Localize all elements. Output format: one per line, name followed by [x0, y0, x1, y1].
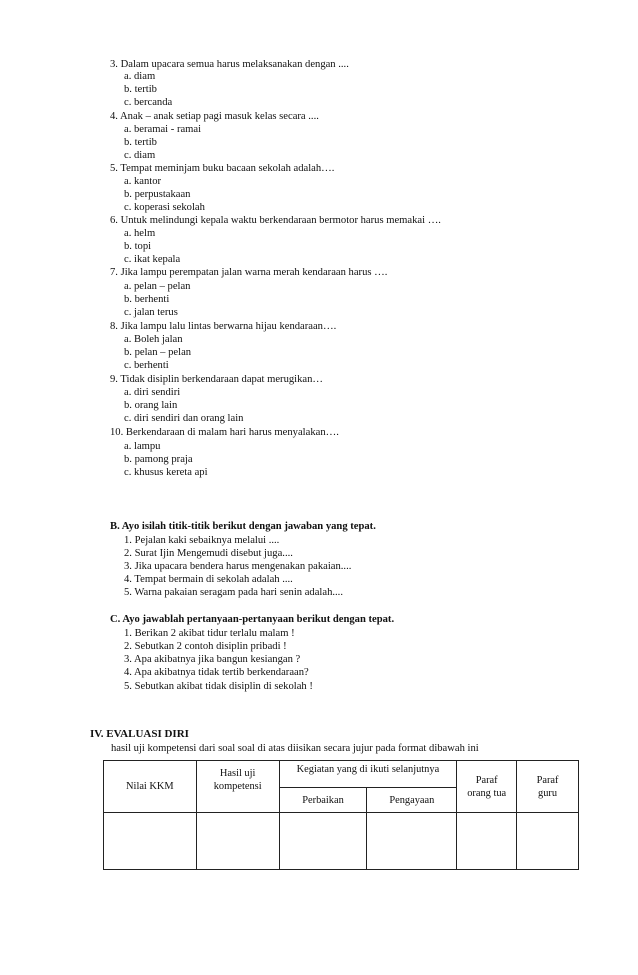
question-10-option-c: c. khusus kereta api: [124, 467, 208, 478]
question-9-option-a: a. diri sendiri: [124, 387, 181, 398]
evaluasi-instruction: hasil uji kompetensi dari soal soal di atas diisikan secara jujur pada format dibawah ini: [111, 743, 479, 754]
cell-hasil-uji[interactable]: [196, 813, 279, 870]
section-b-item: 5. Warna pakaian seragam pada hari senin adalah....: [124, 587, 343, 598]
section-c-heading: C. Ayo jawablah pertanyaan-pertanyaan berikut dengan tepat.: [110, 614, 395, 625]
cell-perbaikan[interactable]: [279, 813, 367, 870]
question-9-option-b: b. orang lain: [124, 400, 178, 411]
cell-nilai-kkm[interactable]: [104, 813, 197, 870]
header-hasil-uji-line1: Hasil uji: [219, 768, 256, 779]
question-3-option-b: b. tertib: [124, 84, 157, 95]
question-6-option-a: a. helm: [124, 228, 156, 239]
section-c-item: 4. Apa akibatnya tidak tertib berkendaraan?: [124, 667, 309, 678]
header-paraf-orang-tua-line1: Paraf: [475, 774, 498, 786]
question-7-option-a: a. pelan – pelan: [124, 281, 191, 292]
question-3-option-c: c. bercanda: [124, 97, 173, 108]
header-hasil-uji-line2: kompetensi: [213, 781, 262, 792]
evaluation-table: [103, 760, 579, 870]
section-c-item: 2. Sebutkan 2 contoh disiplin pribadi !: [124, 641, 287, 652]
header-perbaikan: [279, 788, 367, 813]
question-6-option-c: c. ikat kepala: [124, 254, 181, 265]
question-5: 5. Tempat meminjam buku bacaan sekolah adalah….: [110, 163, 335, 174]
header-hasil-uji: [196, 761, 279, 813]
question-8-option-c: c. berhenti: [124, 360, 169, 371]
section-c-item: 5. Sebutkan akibat tidak disiplin di sekolah !: [124, 681, 313, 692]
question-10: 10. Berkendaraan di malam hari harus menyalakan….: [110, 427, 339, 438]
question-10-option-a: a. lampu: [124, 441, 161, 452]
section-b-item: 3. Jika upacara bendera harus mengenakan pakaian....: [124, 561, 352, 572]
section-b-item: 1. Pejalan kaki sebaiknya melalui ....: [124, 535, 280, 546]
header-nilai-kkm: [104, 761, 197, 813]
question-6: 6. Untuk melindungi kepala waktu berkendaraan bermotor harus memakai ….: [110, 215, 441, 226]
cell-pengayaan[interactable]: [367, 813, 457, 870]
header-paraf-orang-tua: [457, 761, 517, 813]
header-pengayaan-label: Pengayaan: [389, 794, 435, 806]
question-5-option-a: a. kantor: [124, 176, 162, 187]
question-4-option-a: a. beramai - ramai: [124, 124, 202, 135]
question-4: 4. Anak – anak setiap pagi masuk kelas secara ....: [110, 111, 319, 122]
question-7-option-c: c. jalan terus: [124, 307, 178, 318]
question-5-option-c: c. koperasi sekolah: [124, 202, 205, 213]
section-b-item: 2. Surat Ijin Mengemudi disebut juga....: [124, 548, 293, 559]
question-3: 3. Dalam upacara semua harus melaksanakan dengan ....: [110, 59, 349, 70]
evaluasi-title: IV. EVALUASI DIRI: [90, 728, 189, 740]
question-10-option-b: b. pamong praja: [124, 454, 193, 465]
header-paraf-guru: [517, 761, 579, 813]
question-7-option-b: b. berhenti: [124, 294, 170, 305]
cell-paraf-guru[interactable]: [517, 813, 579, 870]
question-8-option-a: a. Boleh jalan: [124, 334, 183, 345]
header-paraf-guru-line1: Paraf: [536, 774, 559, 786]
cell-paraf-orang-tua[interactable]: [457, 813, 517, 870]
question-8: 8. Jika lampu lalu lintas berwarna hijau kendaraan….: [110, 321, 337, 332]
question-7: 7. Jika lampu perempatan jalan warna merah kendaraan harus ….: [110, 267, 388, 278]
header-perbaikan-label: Perbaikan: [302, 794, 344, 806]
question-8-option-b: b. pelan – pelan: [124, 347, 192, 358]
section-c-item: 3. Apa akibatnya jika bangun kesiangan ?: [124, 654, 301, 665]
section-b-heading: B. Ayo isilah titik-titik berikut dengan jawaban yang tepat.: [110, 521, 376, 532]
question-4-option-b: b. tertib: [124, 137, 157, 148]
question-9-option-c: c. diri sendiri dan orang lain: [124, 413, 244, 424]
header-pengayaan: [367, 788, 457, 813]
question-5-option-b: b. perpustakaan: [124, 189, 191, 200]
header-nilai-kkm-label: Nilai KKM: [126, 781, 174, 792]
header-paraf-guru-line2: guru: [538, 787, 558, 799]
header-kegiatan-label: Kegiatan yang di ikuti selanjutnya: [296, 764, 440, 775]
question-4-option-c: c. diam: [124, 150, 156, 161]
header-kegiatan: [279, 761, 457, 788]
section-c-item: 1. Berikan 2 akibat tidur terlalu malam !: [124, 628, 295, 639]
section-b-item: 4. Tempat bermain di sekolah adalah ....: [124, 574, 293, 585]
question-3-option-a: a. diam: [124, 71, 156, 82]
question-9: 9. Tidak disiplin berkendaraan dapat merugikan…: [110, 374, 324, 385]
question-6-option-b: b. topi: [124, 241, 152, 252]
header-paraf-orang-tua-line2: orang tua: [467, 787, 507, 799]
